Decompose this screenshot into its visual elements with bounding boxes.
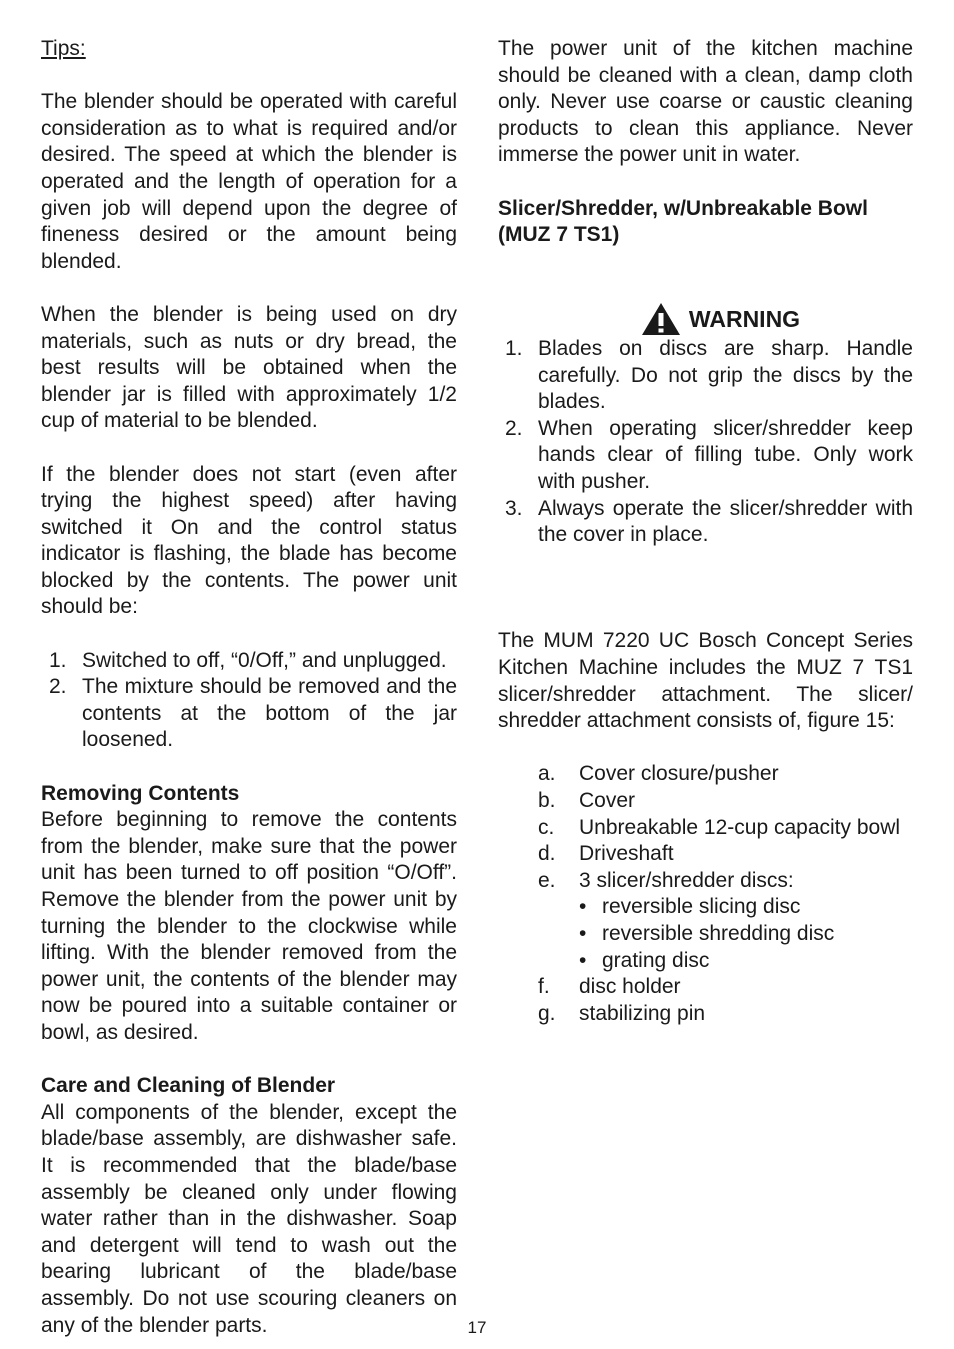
list-item: 3. Always operate the slicer/shredder with the cover in place.: [505, 496, 913, 547]
blocked-steps-list: [41, 648, 457, 754]
care-cleaning-heading: Care and Cleaning of Blender: [41, 1074, 336, 1098]
removing-contents-text: Before beginning to remove the contents from the blender, make sure that the power unit has been turned to off position “O/Off”. Remove the blender from the power unit by turning the blender to the clockwise while lifting. With the blender removed from the power unit, the contents of the blender may now be poured into a suitable container or bowl, as desired.: [41, 808, 457, 1044]
care-cleaning-text: All components of the blender, except the blade/base assembly, are dishwasher safe. It is recommended that the blade/base assembly be cleaned only under flowing water rather than in the dishwasher. Soap and detergent will tend to wash out the bearing lubricant of the blade/base assembly. Do not use scouring cleaners on any of the blender parts.: [41, 1100, 457, 1337]
warning-triangle-icon: [641, 302, 681, 336]
warning-label: WARNING: [688, 305, 801, 332]
tips-label: Tips:: [41, 37, 86, 60]
warning-list: [498, 336, 913, 549]
right-column: [498, 36, 913, 1027]
paragraph-blender-operation: The blender should be operated with careful consideration as to what is required and/or desired. The speed at which the blender is operated and the length of operation for a given job will depend upon the degree of fineness desired or the amount being blended.: [41, 90, 457, 273]
list-item: c. Unbreakable 12-cup capacity bowl: [538, 815, 901, 839]
list-item: g. stabilizing pin: [538, 1001, 706, 1025]
paragraph-blade-blocked: If the blender does not start (even after trying the highest speed) after having switched it On and the control status indicator is flashing, the blade has become blocked by the contents. The power unit should be:: [41, 462, 457, 619]
list-item: b. Cover: [538, 789, 636, 813]
list-item: f. disc holder: [538, 975, 681, 999]
power-unit-cleaning-text: The power unit of the kitchen machine should be cleaned with a clean, damp cloth only. Never use coarse or caustic cleaning products to clean this appliance. Never immerse the power unit in water.: [498, 37, 913, 167]
list-item: d. Driveshaft: [538, 842, 674, 866]
list-item: 1. Switched to off, “0/Off,” and unplugged.: [49, 648, 447, 672]
paragraph-dry-materials: When the blender is being used on dry materials, such as nuts or dry bread, the best results will be obtained when the blender jar is filled with approximately 1/2 cup of material to be blended.: [41, 302, 457, 433]
discs-list: [579, 894, 913, 974]
list-item: 2. When operating slicer/shredder keep hands clear of filling tube. Only work with pusher.: [505, 416, 913, 493]
list-item: 1. Blades on discs are sharp. Handle carefully. Do not grip the discs by the blades.: [505, 336, 913, 414]
page-number: 17: [467, 1318, 487, 1337]
list-item: • reversible shredding disc: [579, 922, 835, 945]
list-item: e. 3 slicer/shredder discs: • reversible slicing disc • reversible shredding disc • grating disc: [538, 868, 913, 974]
attachment-intro-text: The MUM 7220 UC Bosch Concept Series Kitchen Machine includes the MUZ 7 TS1 slicer/shredder attachment. The slicer/ shredder attachment consists of, figure 15:: [498, 629, 913, 733]
removing-contents-heading: Removing Contents: [41, 781, 240, 805]
list-item: 2. The mixture should be removed and the contents at the bottom of the jar loosened.: [49, 675, 457, 752]
slicer-shredder-heading: Slicer/Shredder, w/Unbreakable Bowl (MUZ 7 TS1): [498, 196, 868, 247]
warning-heading: [528, 302, 913, 336]
list-item: • grating disc: [579, 948, 710, 972]
parts-list: [538, 761, 913, 1027]
list-item: a. Cover closure/pusher: [538, 762, 779, 786]
list-item: • reversible slicing disc: [579, 895, 801, 919]
left-column: [41, 36, 457, 1339]
